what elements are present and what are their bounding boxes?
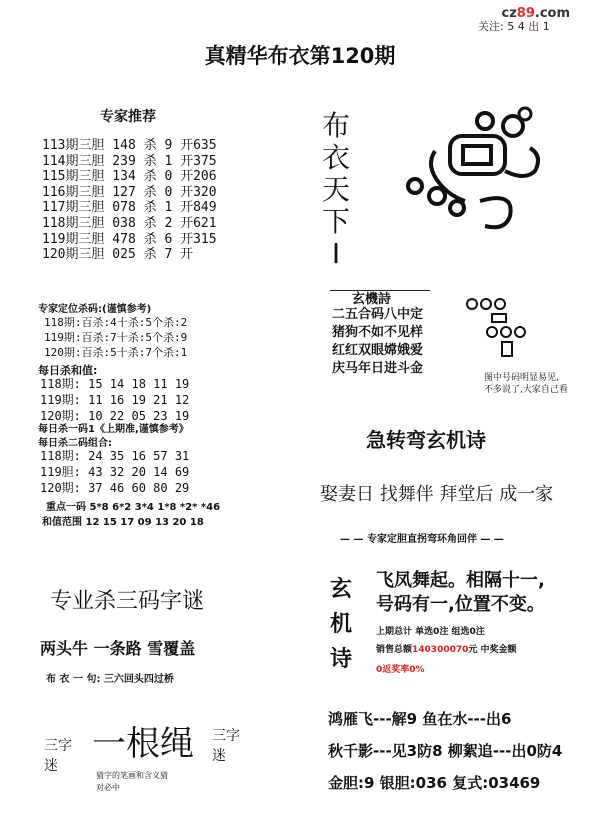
bottom-line2: 秋千影---见3防8 柳絮追---出0防4: [328, 742, 563, 760]
sum-kill-row: 118期: 15 14 18 11 19: [40, 377, 190, 391]
watermark-suffix: .com: [534, 6, 570, 21]
xuanji-poem-stats2: [376, 642, 517, 655]
riddle-sub1: 猜字的笔画和含义猜: [96, 771, 168, 780]
position-kill-row: 119期:百杀:7十杀:5个杀:9: [44, 331, 188, 344]
one-code-row: 118期: 24 35 16 57 31: [40, 449, 190, 463]
sum-kill-row: 120期: 10 22 05 23 19: [40, 409, 190, 423]
buyi-char: 衣: [321, 141, 350, 174]
page-title: 真精华布衣第120期: [204, 44, 396, 68]
xuanji-poem-stats3: 0返奖率0%: [376, 665, 425, 675]
one-code-row: 119胆: 43 32 20 14 69: [40, 465, 190, 479]
one-code-row: 120期: 37 46 60 80 29: [40, 481, 190, 495]
expert-row: 119期三胆 478 杀 6 开315: [42, 231, 217, 247]
xuanji-poem-line1: 飞凤舞起。相隔十一,: [376, 570, 545, 591]
top-right-note: 关注: 5 4 出 1: [478, 20, 550, 33]
sum-kill-list: [40, 376, 189, 424]
label-part: 三字: [44, 738, 72, 754]
xuanji-poem-char: 机: [330, 612, 353, 637]
position-kill-heading: 专家定位杀码:(谨慎参考): [38, 304, 152, 315]
bottom-line1: 鸿雁飞---解9 鱼在水---出6: [328, 710, 512, 728]
label-part: 迷: [212, 748, 226, 764]
riddle-right-label: [212, 726, 240, 766]
xuanji-line: 庆马年日进斗金: [332, 361, 424, 376]
position-kill-list: [44, 315, 187, 360]
label-part: 三字: [212, 728, 240, 744]
position-kill-row: 120期:百杀:5十杀:7个杀:1: [44, 346, 188, 359]
buyi-char: I: [331, 237, 341, 270]
sum-range-line: 和值范围 12 15 17 09 13 20 18: [42, 517, 204, 528]
expert-row: 118期三胆 038 杀 2 开621: [42, 215, 217, 231]
xuanji-note2: 不多说了,大家自己看: [484, 385, 568, 395]
expert-row: 113期三胆 148 杀 9 开635: [42, 138, 217, 153]
banner-text: 专家定胆直拐弯环角回伴: [366, 534, 477, 545]
watermark-prefix: cz: [501, 6, 517, 21]
expert-row: 117期三胆 078 杀 1 开849: [42, 200, 217, 216]
stats-label: 销售总额: [376, 645, 413, 655]
xuanji-line: 猪狗不如不见样: [332, 325, 424, 340]
expert-heading: 专家推荐: [100, 109, 156, 125]
expert-row: 114期三胆 239 杀 1 开375: [42, 153, 217, 169]
riddle-left-label: [44, 736, 72, 776]
buyi-char: 布: [321, 109, 350, 142]
buyi-sentence: 布 衣 一 句: 三六回头四过桥: [46, 674, 174, 685]
xuanji-heading: 玄機詩: [352, 292, 392, 307]
riddle-heading: 专业杀三码字谜: [50, 589, 205, 614]
xuanji-poem-vertical: [330, 572, 352, 677]
key-code-line: 重点一码 5*8 6*2 3*4 1*8 *2* *46: [46, 502, 221, 513]
xuanji-lines: [332, 306, 423, 378]
stats-value: 140300070: [412, 645, 469, 655]
stats-suffix: 元 中奖金额: [468, 645, 517, 655]
turn-poem-heading: 急转弯玄机诗: [366, 428, 486, 452]
turn-poem-line: 娶妻日 找舞伴 拜堂后 成一家: [320, 484, 554, 505]
watermark-num: 89: [516, 6, 535, 21]
expert-list: [42, 138, 217, 263]
one-code-list: [40, 448, 189, 496]
xuanji-poem-char: 诗: [330, 647, 353, 672]
one-code-heading: 每日杀一码1《上期准,谨慎参考》: [38, 424, 189, 435]
sum-kill-row: 119期: 11 16 19 21 12: [40, 393, 190, 407]
xuanji-drawing: [462, 294, 552, 364]
expert-row: 120期三胆 025 杀 7 开: [42, 247, 194, 263]
xuanji-poem-char: 玄: [330, 577, 353, 602]
two-code-heading: 每日杀二码组合:: [38, 438, 112, 449]
riddle-line: 两头牛 一条路 雪覆盖: [40, 639, 196, 658]
sum-kill-heading: 每日杀和值:: [38, 364, 98, 377]
xuanji-poem-stats1: 上期总计 单选0注 组选0注: [376, 627, 485, 637]
buyi-char: 下: [321, 205, 350, 238]
riddle-sub2: 对必中: [96, 783, 120, 792]
expert-row: 115期三胆 134 杀 0 开206: [42, 169, 217, 185]
riddle-big-word: 一根绳: [92, 724, 194, 764]
riddle-drawing: [395, 96, 595, 246]
position-kill-row: 118期:百杀:4十杀:5个杀:2: [44, 316, 188, 329]
xuanji-note1: 图中号码明显易见,: [484, 373, 559, 383]
turn-poem-banner: — — 专家定胆直拐弯环角回伴 — —: [340, 534, 504, 545]
expert-row: 116期三胆 127 杀 0 开320: [42, 184, 217, 200]
xuanji-line: 二五合码八中定: [332, 307, 424, 322]
label-part: 迷: [44, 758, 58, 774]
buyi-char: 天: [321, 173, 350, 206]
bottom-line3: 金胆:9 银胆:036 复式:03469: [328, 774, 541, 792]
buyi-vertical: [320, 110, 352, 270]
xuanji-poem-line2: 号码有一,位置不变。: [376, 594, 545, 615]
xuanji-line: 红红双眼嫦娥爱: [332, 343, 424, 358]
